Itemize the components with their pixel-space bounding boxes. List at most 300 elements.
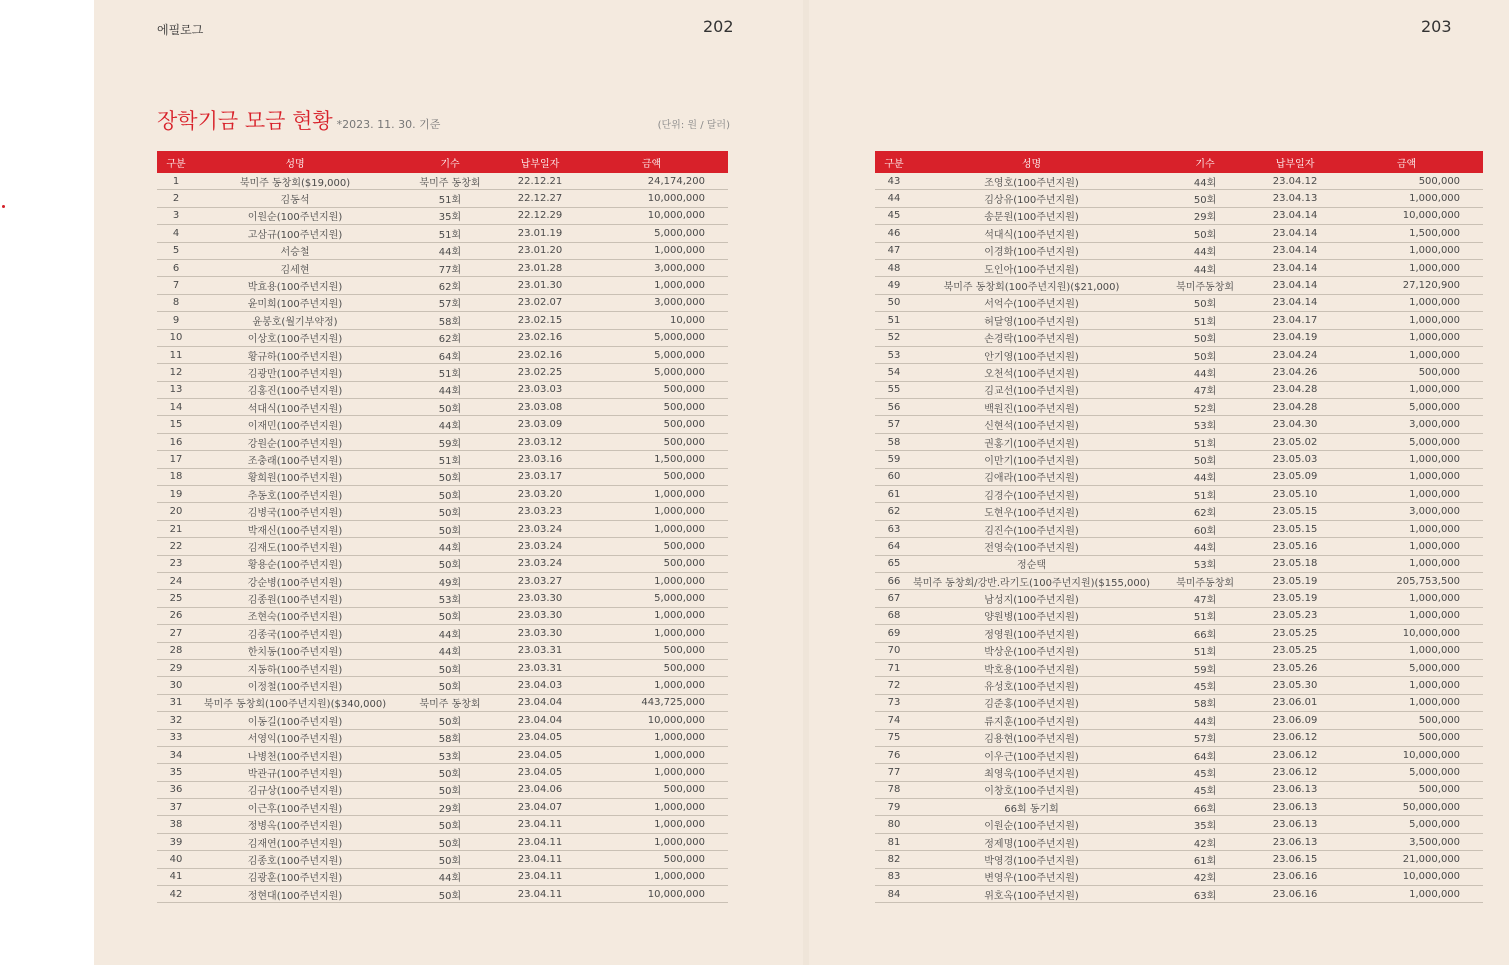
cell-number: 32 xyxy=(157,712,195,729)
cell-amount: 500,000 xyxy=(575,851,728,868)
cell-amount: 1,000,000 xyxy=(575,486,728,503)
table-row xyxy=(875,364,1483,381)
cell-name: 김애라(100주년지원) xyxy=(913,468,1150,485)
cell-number: 71 xyxy=(875,659,913,676)
cell-class: 44회 xyxy=(395,625,505,642)
cell-amount: 205,753,500 xyxy=(1330,572,1483,589)
cell-date: 23.04.07 xyxy=(505,799,575,816)
table-row xyxy=(157,781,728,798)
cell-number: 64 xyxy=(875,538,913,555)
cell-amount: 1,000,000 xyxy=(575,746,728,763)
cell-amount: 3,000,000 xyxy=(1330,503,1483,520)
cell-amount: 1,000,000 xyxy=(575,729,728,746)
cell-class: 62회 xyxy=(395,277,505,294)
cell-name: 이우근(100주년지원) xyxy=(913,746,1150,763)
cell-class: 47회 xyxy=(1150,590,1260,607)
cell-amount: 10,000,000 xyxy=(575,207,728,224)
cell-class: 62회 xyxy=(395,329,505,346)
col-header-date: 납부일자 xyxy=(505,151,575,173)
cell-class: 77회 xyxy=(395,259,505,276)
cell-amount: 1,000,000 xyxy=(575,242,728,259)
cell-number: 14 xyxy=(157,399,195,416)
cell-date: 23.06.12 xyxy=(1260,764,1330,781)
date-note: *2023. 11. 30. 기준 xyxy=(336,118,441,131)
cell-date: 23.05.15 xyxy=(1260,503,1330,520)
cell-number: 4 xyxy=(157,225,195,242)
cell-number: 52 xyxy=(875,329,913,346)
cell-class: 64회 xyxy=(1150,746,1260,763)
table-row xyxy=(157,555,728,572)
cell-date: 23.03.31 xyxy=(505,642,575,659)
table-header-row xyxy=(875,151,1483,173)
table-row xyxy=(875,294,1483,311)
table-row xyxy=(157,659,728,676)
table-row xyxy=(157,868,728,885)
cell-class: 58회 xyxy=(1150,694,1260,711)
cell-amount: 10,000 xyxy=(575,312,728,329)
cell-name: 김준홍(100주년지원) xyxy=(913,694,1150,711)
cell-number: 82 xyxy=(875,851,913,868)
cell-date: 23.03.24 xyxy=(505,520,575,537)
cell-class: 35회 xyxy=(395,207,505,224)
cell-number: 59 xyxy=(875,451,913,468)
cell-name: 위호옥(100주년지원) xyxy=(913,886,1150,903)
cell-amount: 5,000,000 xyxy=(1330,433,1483,450)
cell-number: 13 xyxy=(157,381,195,398)
cell-class: 66회 xyxy=(1150,799,1260,816)
cell-name: 이원순(100주년지원) xyxy=(195,207,395,224)
cell-class: 북미주동창회 xyxy=(1150,277,1260,294)
cell-date: 23.04.14 xyxy=(1260,207,1330,224)
cell-class: 58회 xyxy=(395,312,505,329)
cell-number: 3 xyxy=(157,207,195,224)
cell-number: 6 xyxy=(157,259,195,276)
cell-amount: 443,725,000 xyxy=(575,694,728,711)
cell-number: 36 xyxy=(157,781,195,798)
cell-date: 23.04.05 xyxy=(505,729,575,746)
cell-number: 49 xyxy=(875,277,913,294)
table-row xyxy=(157,572,728,589)
cell-amount: 500,000 xyxy=(575,468,728,485)
cell-amount: 5,000,000 xyxy=(575,364,728,381)
left-page-number: 202 xyxy=(703,17,734,36)
cell-class: 29회 xyxy=(1150,207,1260,224)
cell-class: 51회 xyxy=(1150,486,1260,503)
cell-class: 53회 xyxy=(395,590,505,607)
cell-number: 58 xyxy=(875,433,913,450)
cell-name: 석대식(100주년지원) xyxy=(913,225,1150,242)
cell-name: 김광훈(100주년지원) xyxy=(195,868,395,885)
cell-number: 17 xyxy=(157,451,195,468)
cell-class: 50회 xyxy=(395,764,505,781)
cell-name: 김세현 xyxy=(195,259,395,276)
cell-class: 50회 xyxy=(395,712,505,729)
cell-date: 23.04.11 xyxy=(505,851,575,868)
table-row xyxy=(157,207,728,224)
table-row xyxy=(157,312,728,329)
cell-class: 50회 xyxy=(395,833,505,850)
cell-amount: 5,000,000 xyxy=(1330,764,1483,781)
table-row xyxy=(157,503,728,520)
cell-amount: 1,000,000 xyxy=(1330,555,1483,572)
cell-date: 23.05.25 xyxy=(1260,642,1330,659)
table-row xyxy=(157,364,728,381)
donation-table-right xyxy=(875,151,1483,903)
cell-name: 이정철(100주년지원) xyxy=(195,677,395,694)
cell-class: 59회 xyxy=(395,433,505,450)
cell-name: 서승철 xyxy=(195,242,395,259)
cell-class: 58회 xyxy=(395,729,505,746)
cell-amount: 10,000,000 xyxy=(1330,625,1483,642)
cell-amount: 5,000,000 xyxy=(1330,816,1483,833)
cell-class: 51회 xyxy=(1150,433,1260,450)
cell-number: 40 xyxy=(157,851,195,868)
cell-number: 39 xyxy=(157,833,195,850)
cell-number: 69 xyxy=(875,625,913,642)
table-row xyxy=(875,259,1483,276)
cell-number: 44 xyxy=(875,190,913,207)
cell-name: 허달영(100주년지원) xyxy=(913,312,1150,329)
cell-number: 15 xyxy=(157,416,195,433)
col-header-amount: 금액 xyxy=(575,151,728,173)
cell-class: 51회 xyxy=(1150,642,1260,659)
cell-number: 84 xyxy=(875,886,913,903)
cell-date: 23.04.24 xyxy=(1260,346,1330,363)
table-row xyxy=(875,694,1483,711)
cell-amount: 27,120,900 xyxy=(1330,277,1483,294)
cell-number: 7 xyxy=(157,277,195,294)
cell-name: 이만기(100주년지원) xyxy=(913,451,1150,468)
cell-name: 북미주 동창회($19,000) xyxy=(195,173,395,190)
cell-name: 나병천(100주년지원) xyxy=(195,746,395,763)
cell-date: 23.03.23 xyxy=(505,503,575,520)
table-row xyxy=(875,781,1483,798)
cell-amount: 1,000,000 xyxy=(575,572,728,589)
cell-amount: 10,000,000 xyxy=(1330,207,1483,224)
cell-name: 류지훈(100주년지원) xyxy=(913,712,1150,729)
cell-class: 52회 xyxy=(1150,399,1260,416)
cell-date: 23.04.30 xyxy=(1260,416,1330,433)
cell-class: 51회 xyxy=(1150,607,1260,624)
cell-number: 26 xyxy=(157,607,195,624)
cell-number: 67 xyxy=(875,590,913,607)
cell-date: 23.04.14 xyxy=(1260,259,1330,276)
cell-name: 박재신(100주년지원) xyxy=(195,520,395,537)
cell-name: 이경화(100주년지원) xyxy=(913,242,1150,259)
cell-amount: 10,000,000 xyxy=(1330,868,1483,885)
table-row xyxy=(157,538,728,555)
table-row xyxy=(875,712,1483,729)
cell-amount: 500,000 xyxy=(1330,712,1483,729)
cell-class: 북미주 동창회 xyxy=(395,694,505,711)
cell-class: 51회 xyxy=(1150,312,1260,329)
cell-date: 23.02.16 xyxy=(505,329,575,346)
cell-amount: 5,000,000 xyxy=(1330,399,1483,416)
table-row xyxy=(875,642,1483,659)
cell-number: 21 xyxy=(157,520,195,537)
cell-date: 23.04.12 xyxy=(1260,173,1330,190)
cell-date: 22.12.27 xyxy=(505,190,575,207)
cell-number: 48 xyxy=(875,259,913,276)
cell-class: 44회 xyxy=(1150,468,1260,485)
cell-name: 박관규(100주년지원) xyxy=(195,764,395,781)
table-row xyxy=(875,399,1483,416)
cell-date: 23.01.19 xyxy=(505,225,575,242)
cell-class: 44회 xyxy=(1150,364,1260,381)
table-row xyxy=(157,746,728,763)
cell-class: 50회 xyxy=(1150,294,1260,311)
cell-date: 22.12.29 xyxy=(505,207,575,224)
cell-amount: 500,000 xyxy=(1330,173,1483,190)
cell-name: 북미주 동창회(100주년지원)($340,000) xyxy=(195,694,395,711)
cell-amount: 3,000,000 xyxy=(1330,416,1483,433)
cell-class: 42회 xyxy=(1150,868,1260,885)
cell-date: 23.06.13 xyxy=(1260,799,1330,816)
cell-name: 김종호(100주년지원) xyxy=(195,851,395,868)
cell-number: 60 xyxy=(875,468,913,485)
cell-date: 23.04.28 xyxy=(1260,381,1330,398)
cell-class: 53회 xyxy=(1150,416,1260,433)
cell-class: 50회 xyxy=(395,816,505,833)
table-row xyxy=(157,381,728,398)
cell-name: 김진수(100주년지원) xyxy=(913,520,1150,537)
cell-date: 23.04.19 xyxy=(1260,329,1330,346)
cell-number: 53 xyxy=(875,346,913,363)
cell-amount: 50,000,000 xyxy=(1330,799,1483,816)
cell-class: 60회 xyxy=(1150,520,1260,537)
cell-number: 35 xyxy=(157,764,195,781)
cell-number: 63 xyxy=(875,520,913,537)
cell-number: 33 xyxy=(157,729,195,746)
table-row xyxy=(875,329,1483,346)
table-row xyxy=(157,607,728,624)
cell-number: 57 xyxy=(875,416,913,433)
cell-number: 43 xyxy=(875,173,913,190)
col-header-class: 기수 xyxy=(1150,151,1260,173)
table-row xyxy=(157,451,728,468)
cell-number: 55 xyxy=(875,381,913,398)
table-row xyxy=(157,468,728,485)
cell-number: 30 xyxy=(157,677,195,694)
cell-date: 23.03.30 xyxy=(505,590,575,607)
cell-amount: 500,000 xyxy=(575,781,728,798)
cell-date: 23.04.05 xyxy=(505,764,575,781)
table-row xyxy=(875,242,1483,259)
cell-name: 황규하(100주년지원) xyxy=(195,346,395,363)
cell-name: 신현석(100주년지원) xyxy=(913,416,1150,433)
cell-number: 10 xyxy=(157,329,195,346)
cell-name: 김상유(100주년지원) xyxy=(913,190,1150,207)
cell-amount: 10,000,000 xyxy=(575,190,728,207)
table-row xyxy=(875,486,1483,503)
cell-amount: 1,000,000 xyxy=(1330,694,1483,711)
cell-name: 박효용(100주년지원) xyxy=(195,277,395,294)
cell-date: 23.04.05 xyxy=(505,746,575,763)
cell-date: 23.06.12 xyxy=(1260,746,1330,763)
cell-date: 23.03.30 xyxy=(505,625,575,642)
cell-name: 양원병(100주년지원) xyxy=(913,607,1150,624)
cell-name: 김병국(100주년지원) xyxy=(195,503,395,520)
cell-amount: 1,000,000 xyxy=(1330,329,1483,346)
cell-name: 고삼규(100주년지원) xyxy=(195,225,395,242)
cell-name: 도현우(100주년지원) xyxy=(913,503,1150,520)
cell-class: 44회 xyxy=(395,868,505,885)
cell-class: 47회 xyxy=(1150,381,1260,398)
cell-date: 23.02.07 xyxy=(505,294,575,311)
col-header-name: 성명 xyxy=(195,151,395,173)
cell-number: 27 xyxy=(157,625,195,642)
cell-amount: 500,000 xyxy=(575,416,728,433)
table-row xyxy=(875,555,1483,572)
table-row xyxy=(875,886,1483,903)
cell-date: 23.04.03 xyxy=(505,677,575,694)
cell-number: 23 xyxy=(157,555,195,572)
cell-amount: 1,000,000 xyxy=(575,503,728,520)
cell-amount: 5,000,000 xyxy=(575,329,728,346)
cell-amount: 1,000,000 xyxy=(575,607,728,624)
cell-date: 23.02.15 xyxy=(505,312,575,329)
cell-name: 김재도(100주년지원) xyxy=(195,538,395,555)
cell-class: 44회 xyxy=(1150,259,1260,276)
cell-name: 김경수(100주년지원) xyxy=(913,486,1150,503)
cell-class: 50회 xyxy=(395,468,505,485)
cell-name: 김재연(100주년지원) xyxy=(195,833,395,850)
table-row xyxy=(875,799,1483,816)
table-row xyxy=(157,799,728,816)
cell-name: 정영원(100주년지원) xyxy=(913,625,1150,642)
cell-date: 23.03.09 xyxy=(505,416,575,433)
cell-class: 50회 xyxy=(395,486,505,503)
cell-amount: 1,000,000 xyxy=(575,868,728,885)
cell-name: 김종국(100주년지원) xyxy=(195,625,395,642)
table-row xyxy=(875,416,1483,433)
cell-number: 9 xyxy=(157,312,195,329)
cell-class: 북미주 동창회 xyxy=(395,173,505,190)
cell-amount: 1,000,000 xyxy=(1330,607,1483,624)
table-row xyxy=(157,277,728,294)
running-title: 에필로그 xyxy=(157,23,204,37)
table-row xyxy=(157,294,728,311)
cell-date: 23.03.16 xyxy=(505,451,575,468)
cell-date: 23.05.25 xyxy=(1260,625,1330,642)
section-title xyxy=(157,105,440,135)
table-row xyxy=(875,625,1483,642)
cell-number: 18 xyxy=(157,468,195,485)
cell-name: 이창호(100주년지원) xyxy=(913,781,1150,798)
cell-amount: 1,000,000 xyxy=(1330,451,1483,468)
cell-number: 25 xyxy=(157,590,195,607)
cell-number: 19 xyxy=(157,486,195,503)
cell-name: 이재민(100주년지원) xyxy=(195,416,395,433)
table-row xyxy=(875,868,1483,885)
cell-class: 57회 xyxy=(1150,729,1260,746)
table-row xyxy=(875,503,1483,520)
col-header-name: 성명 xyxy=(913,151,1150,173)
cell-class: 29회 xyxy=(395,799,505,816)
cell-number: 37 xyxy=(157,799,195,816)
cell-date: 23.01.30 xyxy=(505,277,575,294)
cell-class: 50회 xyxy=(1150,190,1260,207)
cell-name: 윤미희(100주년지원) xyxy=(195,294,395,311)
cell-class: 53회 xyxy=(1150,555,1260,572)
cell-date: 23.03.08 xyxy=(505,399,575,416)
cell-class: 63회 xyxy=(1150,886,1260,903)
cell-amount: 500,000 xyxy=(575,555,728,572)
cell-amount: 1,000,000 xyxy=(1330,520,1483,537)
cell-date: 23.04.14 xyxy=(1260,242,1330,259)
table-row xyxy=(875,659,1483,676)
table-row xyxy=(157,399,728,416)
cell-number: 56 xyxy=(875,399,913,416)
table-row xyxy=(875,520,1483,537)
table-row xyxy=(875,572,1483,589)
table-row xyxy=(875,433,1483,450)
cell-date: 23.01.20 xyxy=(505,242,575,259)
cell-amount: 5,000,000 xyxy=(1330,659,1483,676)
cell-class: 50회 xyxy=(395,503,505,520)
cell-number: 81 xyxy=(875,833,913,850)
cell-amount: 1,000,000 xyxy=(1330,242,1483,259)
cell-number: 8 xyxy=(157,294,195,311)
cell-class: 45회 xyxy=(1150,781,1260,798)
table-row xyxy=(157,486,728,503)
cell-amount: 500,000 xyxy=(1330,781,1483,798)
table-row xyxy=(875,816,1483,833)
cell-name: 강순병(100주년지원) xyxy=(195,572,395,589)
cell-class: 51회 xyxy=(395,451,505,468)
cell-name: 정현대(100주년지원) xyxy=(195,886,395,903)
cell-date: 23.05.03 xyxy=(1260,451,1330,468)
cell-name: 오천석(100주년지원) xyxy=(913,364,1150,381)
cell-date: 23.06.13 xyxy=(1260,833,1330,850)
cell-name: 김교선(100주년지원) xyxy=(913,381,1150,398)
cell-date: 23.03.03 xyxy=(505,381,575,398)
cell-number: 76 xyxy=(875,746,913,763)
cell-date: 23.03.24 xyxy=(505,538,575,555)
cell-amount: 500,000 xyxy=(1330,729,1483,746)
table-row xyxy=(157,677,728,694)
cell-name: 백원진(100주년지원) xyxy=(913,399,1150,416)
table-row xyxy=(875,346,1483,363)
cell-name: 김홍진(100주년지원) xyxy=(195,381,395,398)
cell-number: 74 xyxy=(875,712,913,729)
cell-date: 23.06.16 xyxy=(1260,868,1330,885)
cell-amount: 1,500,000 xyxy=(1330,225,1483,242)
cell-amount: 500,000 xyxy=(575,399,728,416)
cell-number: 77 xyxy=(875,764,913,781)
cell-name: 김광만(100주년지원) xyxy=(195,364,395,381)
table-row xyxy=(875,190,1483,207)
cell-amount: 3,000,000 xyxy=(575,259,728,276)
cell-name: 황용순(100주년지원) xyxy=(195,555,395,572)
cell-number: 72 xyxy=(875,677,913,694)
cell-name: 서영익(100주년지원) xyxy=(195,729,395,746)
right-page-number: 203 xyxy=(1421,17,1452,36)
cell-date: 23.04.11 xyxy=(505,868,575,885)
cell-name: 김동석 xyxy=(195,190,395,207)
table-row xyxy=(157,851,728,868)
table-row xyxy=(157,590,728,607)
cell-name: 김용현(100주년지원) xyxy=(913,729,1150,746)
cell-number: 80 xyxy=(875,816,913,833)
cell-class: 62회 xyxy=(1150,503,1260,520)
table-row xyxy=(875,607,1483,624)
cell-date: 23.04.14 xyxy=(1260,294,1330,311)
cell-name: 윤봉호(월기부약정) xyxy=(195,312,395,329)
col-header-date: 납부일자 xyxy=(1260,151,1330,173)
cell-amount: 500,000 xyxy=(575,642,728,659)
table-row xyxy=(157,729,728,746)
